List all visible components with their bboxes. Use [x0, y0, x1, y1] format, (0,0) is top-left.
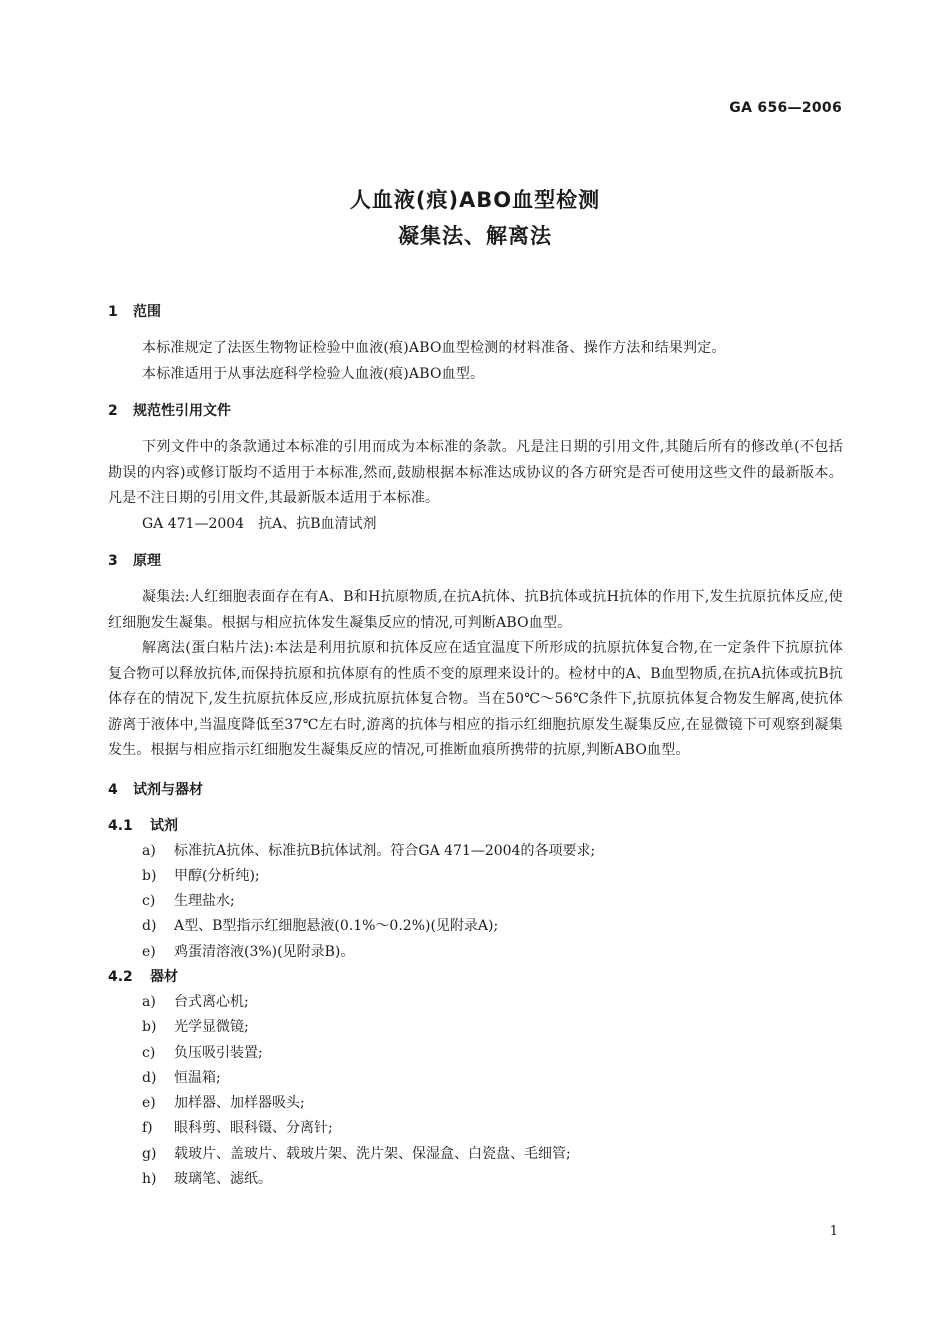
- list-item: [108, 914, 843, 939]
- list-marker: g): [142, 1145, 157, 1162]
- section-heading-3: [108, 549, 843, 573]
- list-item: [108, 990, 843, 1015]
- subsection-heading-4-1: [108, 814, 843, 839]
- principle-paragraph-1: 凝集法:人红细胞表面存在有A、B和H抗原物质,在抗A抗体、抗B抗体或抗H抗体的作用下,发生抗原抗体反应,使红细胞发生凝集。根据与相应抗体发生凝集反应的情况,可判断ABO血型。: [108, 589, 843, 631]
- list-text: 生理盐水;: [174, 893, 235, 910]
- reference-item: GA 471—2004 抗A、抗B血清试剂: [142, 515, 377, 532]
- list-text: 载玻片、盖玻片、载玻片架、洗片架、保湿盒、白瓷盘、毛细管;: [174, 1145, 571, 1162]
- list-marker: b): [142, 867, 157, 884]
- list-item: [108, 1167, 843, 1192]
- list-item: [108, 1015, 843, 1040]
- document-title: 人血液(痕)ABO血型检测: [349, 188, 601, 212]
- section-number: 2: [108, 403, 118, 419]
- list-text: 恒温箱;: [174, 1069, 221, 1086]
- list-item: [108, 940, 843, 965]
- section-title: 范围: [133, 304, 161, 320]
- list-text: 标准抗A抗体、标准抗B抗体试剂。符合GA 471—2004的各项要求;: [174, 842, 596, 859]
- list-marker: d): [142, 918, 157, 935]
- section-title: 规范性引用文件: [133, 403, 231, 419]
- scope-paragraph-1: 本标准规定了法医生物物证检验中血液(痕)ABO血型检测的材料准备、操作方法和结果判定。: [142, 340, 726, 356]
- list-item: [108, 1066, 843, 1091]
- list-item: [108, 1116, 843, 1141]
- subsection-title: 器材: [150, 968, 178, 985]
- section-number: 4: [108, 781, 118, 798]
- reagent-list: [108, 839, 843, 965]
- section-title: 原理: [133, 553, 161, 569]
- list-text: 甲醇(分析纯);: [174, 867, 260, 884]
- list-marker: c): [142, 893, 156, 910]
- equipment-list: [108, 990, 843, 1192]
- list-marker: d): [142, 1069, 157, 1086]
- section-heading-4: [108, 778, 843, 802]
- subsection-number: 4.2: [108, 968, 133, 985]
- subsection-number: 4.1: [108, 817, 133, 834]
- list-marker: e): [142, 943, 156, 960]
- standard-code: GA 656—2006: [729, 100, 842, 116]
- list-text: 台式离心机;: [174, 993, 249, 1010]
- section-number: 3: [108, 553, 118, 569]
- document-subtitle: 凝集法、解离法: [398, 224, 552, 248]
- list-item: [108, 839, 843, 864]
- list-marker: c): [142, 1044, 156, 1061]
- list-marker: a): [142, 993, 156, 1010]
- list-text: 加样器、加样器吸头;: [174, 1095, 305, 1112]
- section-title: 试剂与器材: [133, 781, 203, 798]
- list-text: A型、B型指示红细胞悬液(0.1%～0.2%)(见附录A);: [174, 918, 499, 935]
- list-marker: h): [142, 1171, 157, 1188]
- list-item: [108, 1091, 843, 1116]
- principle-paragraph-2: 解离法(蛋白粘片法):本法是利用抗原和抗体反应在适宜温度下所形成的抗原抗体复合物,在一定条件下抗原抗体复合物可以释放抗体,而保持抗原和抗体原有的性质不变的原理来设计的。检材中的A、B血型物质,在抗A抗体或抗B抗体存在的情况下,发生抗原抗体反应,形成抗原抗体复合物。当在50℃～56℃条件下,抗原抗体复合物发生解离,使抗体游离于液体中,当温度降低至37℃左右时,游离的抗体与相应的指示红细胞抗原发生凝集反应,在显微镜下可观察到凝集发生。根据与相应指示红细胞发生凝集反应的情况,可推断血痕所携带的抗原,判断ABO血型。: [108, 640, 843, 758]
- section-heading-2: [108, 399, 843, 423]
- document-body: [108, 300, 843, 1192]
- list-item: [108, 889, 843, 914]
- list-text: 光学显微镜;: [174, 1019, 249, 1036]
- scope-paragraph-2: 本标准适用于从事法庭科学检验人血液(痕)ABO血型。: [142, 365, 485, 382]
- list-item: [108, 1041, 843, 1066]
- list-text: 玻璃笔、滤纸。: [174, 1171, 272, 1188]
- references-paragraph: 下列文件中的条款通过本标准的引用而成为本标准的条款。凡是注日期的引用文件,其随后所有的修改单(不包括勘误的内容)或修订版均不适用于本标准,然而,鼓励根据本标准达成协议的各方研究是否可使用这些文件的最新版本。凡是不注日期的引用文件,其最新版本适用于本标准。: [108, 439, 843, 506]
- list-item: [108, 864, 843, 889]
- subsection-heading-4-2: [108, 965, 843, 990]
- list-text: 负压吸引装置;: [174, 1044, 263, 1061]
- list-marker: e): [142, 1095, 156, 1112]
- list-text: 眼科剪、眼科镊、分离针;: [174, 1120, 333, 1137]
- list-marker: a): [142, 842, 156, 859]
- section-heading-1: [108, 300, 843, 324]
- subsection-title: 试剂: [150, 817, 178, 834]
- list-marker: f): [142, 1120, 153, 1137]
- section-number: 1: [108, 304, 118, 320]
- list-text: 鸡蛋清溶液(3%)(见附录B)。: [174, 943, 355, 960]
- list-marker: b): [142, 1019, 157, 1036]
- page-number: 1: [829, 1224, 838, 1239]
- list-item: [108, 1142, 843, 1167]
